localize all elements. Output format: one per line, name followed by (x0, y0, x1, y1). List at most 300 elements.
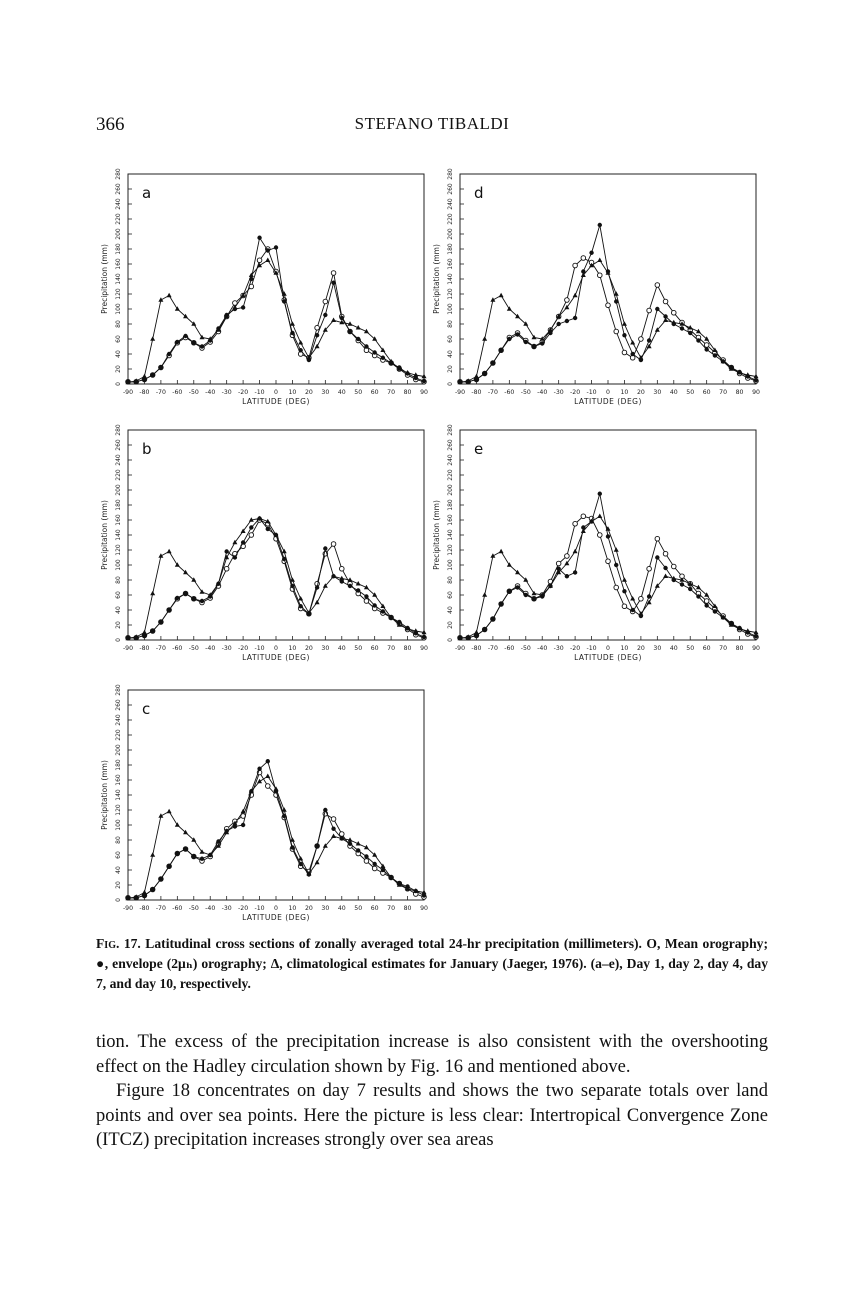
x-tick-label: 70 (719, 389, 728, 396)
data-point-filled-circle (713, 609, 717, 613)
x-tick-label: -70 (155, 645, 166, 652)
y-tick-label: 140 (447, 529, 454, 541)
y-tick-label: 160 (447, 514, 454, 526)
x-tick-label: 80 (403, 645, 412, 652)
y-tick-label: 260 (447, 439, 454, 451)
y-tick-label: 220 (115, 213, 122, 225)
data-point-open-circle (704, 599, 709, 604)
y-tick-label: 240 (115, 714, 122, 726)
data-point-open-circle (581, 256, 586, 261)
x-tick-label: -20 (238, 645, 249, 652)
y-axis-label: Precipitation (mm) (432, 244, 441, 314)
y-tick-label: 100 (115, 819, 122, 831)
data-point-filled-circle (573, 570, 577, 574)
data-point-filled-circle (175, 340, 179, 344)
x-tick-label: -60 (172, 645, 183, 652)
data-point-filled-circle (315, 333, 319, 337)
x-tick-label: -50 (188, 389, 199, 396)
data-point-triangle (474, 630, 479, 635)
data-point-filled-circle (606, 534, 610, 538)
data-point-open-circle (556, 561, 561, 566)
y-tick-label: 140 (115, 273, 122, 285)
data-point-open-circle (622, 350, 627, 355)
y-tick-label: 40 (115, 350, 122, 358)
page-header (96, 114, 768, 138)
data-point-filled-circle (175, 851, 179, 855)
x-tick-label: -90 (122, 905, 134, 912)
y-tick-label: 180 (447, 243, 454, 255)
data-point-triangle (298, 596, 303, 601)
figure-panel-e (430, 420, 770, 675)
data-point-filled-circle (515, 332, 519, 336)
data-point-filled-circle (532, 344, 536, 348)
y-tick-label: 200 (115, 744, 122, 756)
y-tick-label: 140 (115, 789, 122, 801)
y-tick-label: 260 (115, 439, 122, 451)
data-point-filled-circle (356, 337, 360, 341)
x-tick-label: -40 (537, 389, 548, 396)
x-tick-label: 20 (304, 905, 313, 912)
x-tick-label: -30 (221, 645, 232, 652)
data-point-open-circle (364, 859, 369, 864)
data-point-open-circle (614, 329, 619, 334)
data-point-filled-circle (150, 887, 154, 891)
data-point-filled-circle (167, 864, 171, 868)
y-tick-label: 80 (115, 320, 122, 328)
y-tick-label: 180 (447, 499, 454, 511)
data-point-open-circle (331, 271, 336, 276)
data-point-open-circle (647, 308, 652, 313)
data-point-filled-circle (696, 594, 700, 598)
paragraph: tion. The excess of the precipitation increase is also consistent with the overshooting effect on the Hadley circulation shown by Fig. 16 and mentioned above. (96, 1032, 768, 1077)
data-point-open-circle (597, 533, 602, 538)
series-line (128, 238, 424, 382)
data-point-filled-circle (630, 352, 634, 356)
y-tick-label: 0 (115, 382, 122, 386)
y-tick-label: 240 (115, 454, 122, 466)
data-point-triangle (482, 336, 487, 341)
y-tick-label: 180 (115, 759, 122, 771)
panel-letter: b (142, 440, 152, 458)
series-line (460, 258, 756, 382)
data-point-filled-circle (622, 589, 626, 593)
data-point-triangle (257, 779, 262, 784)
data-point-filled-circle (323, 808, 327, 812)
y-tick-label: 120 (447, 288, 454, 300)
data-point-open-circle (622, 604, 627, 609)
figure-panel-a (98, 164, 438, 419)
x-tick-label: -40 (537, 645, 548, 652)
y-tick-label: 120 (115, 288, 122, 300)
data-point-triangle (573, 549, 578, 554)
x-tick-label: -50 (520, 389, 531, 396)
data-point-filled-circle (688, 587, 692, 591)
panel-letter: e (474, 440, 484, 458)
data-point-triangle (499, 293, 504, 298)
x-tick-label: 20 (636, 645, 645, 652)
y-tick-label: 80 (115, 836, 122, 844)
figure-panel-d (430, 164, 770, 419)
panel-e-chart (430, 420, 770, 675)
x-tick-label: -10 (586, 389, 597, 396)
data-point-filled-circle (200, 599, 204, 603)
data-point-filled-circle (381, 356, 385, 360)
x-tick-label: 50 (686, 389, 695, 396)
data-point-triangle (597, 257, 602, 262)
x-tick-label: -70 (487, 389, 498, 396)
data-point-filled-circle (565, 319, 569, 323)
data-point-filled-circle (298, 348, 302, 352)
figure-label: Fig. 17. (96, 936, 141, 951)
data-point-filled-circle (233, 555, 237, 559)
y-tick-label: 60 (447, 335, 454, 343)
y-tick-label: 60 (447, 591, 454, 599)
data-point-filled-circle (655, 307, 659, 311)
data-point-filled-circle (364, 594, 368, 598)
data-point-filled-circle (167, 352, 171, 356)
x-tick-label: -80 (139, 645, 150, 652)
data-point-triangle (142, 374, 147, 379)
data-point-open-circle (315, 325, 320, 330)
x-tick-label: 20 (304, 645, 313, 652)
data-point-filled-circle (274, 245, 278, 249)
data-point-filled-circle (323, 313, 327, 317)
data-point-triangle (265, 257, 270, 262)
y-tick-label: 280 (447, 424, 454, 436)
data-point-filled-circle (565, 574, 569, 578)
x-tick-label: 40 (669, 645, 678, 652)
data-point-filled-circle (331, 827, 335, 831)
data-point-triangle (142, 630, 147, 635)
data-point-triangle (474, 374, 479, 379)
data-point-triangle (315, 344, 320, 349)
y-tick-label: 100 (115, 559, 122, 571)
data-point-open-circle (704, 343, 709, 348)
data-point-open-circle (639, 337, 644, 342)
data-point-open-circle (663, 299, 668, 304)
y-tick-label: 220 (447, 469, 454, 481)
data-point-triangle (630, 596, 635, 601)
y-tick-label: 280 (115, 424, 122, 436)
data-point-filled-circle (663, 566, 667, 570)
data-point-filled-circle (364, 854, 368, 858)
data-point-filled-circle (315, 844, 319, 848)
data-point-open-circle (663, 551, 668, 556)
x-tick-label: -20 (238, 905, 249, 912)
data-point-filled-circle (159, 620, 163, 624)
data-point-filled-circle (422, 379, 426, 383)
data-point-filled-circle (622, 333, 626, 337)
y-tick-label: 80 (447, 320, 454, 328)
data-point-open-circle (581, 514, 586, 519)
data-point-filled-circle (372, 862, 376, 866)
data-point-filled-circle (298, 604, 302, 608)
data-point-filled-circle (183, 847, 187, 851)
data-point-filled-circle (491, 361, 495, 365)
data-point-filled-circle (754, 634, 758, 638)
data-point-filled-circle (507, 589, 511, 593)
data-point-filled-circle (290, 845, 294, 849)
x-tick-label: 10 (288, 645, 297, 652)
data-point-filled-circle (348, 329, 352, 333)
x-tick-label: 50 (354, 389, 363, 396)
data-point-triangle (331, 833, 336, 838)
data-point-open-circle (565, 298, 570, 303)
y-tick-label: 280 (115, 168, 122, 180)
data-point-filled-circle (192, 854, 196, 858)
y-tick-label: 200 (115, 484, 122, 496)
data-point-filled-circle (241, 540, 245, 544)
x-tick-label: -20 (570, 389, 581, 396)
y-axis-label: Precipitation (mm) (100, 760, 109, 830)
data-point-filled-circle (422, 635, 426, 639)
y-tick-label: 60 (115, 851, 122, 859)
data-point-triangle (614, 547, 619, 552)
data-point-open-circle (257, 258, 262, 263)
y-tick-label: 40 (115, 866, 122, 874)
x-tick-label: -90 (454, 645, 466, 652)
y-tick-label: 240 (447, 198, 454, 210)
data-point-open-circle (224, 566, 229, 571)
panel-letter: c (142, 700, 151, 718)
data-point-filled-circle (323, 546, 327, 550)
data-point-filled-circle (348, 842, 352, 846)
data-point-filled-circle (589, 251, 593, 255)
data-point-filled-circle (159, 877, 163, 881)
data-point-open-circle (339, 832, 344, 837)
data-point-filled-circle (167, 608, 171, 612)
y-tick-label: 220 (447, 213, 454, 225)
data-point-triangle (499, 549, 504, 554)
plot-frame (128, 174, 424, 384)
x-tick-label: -90 (454, 389, 466, 396)
x-tick-label: -40 (205, 645, 216, 652)
x-axis-label: LATITUDE (DEG) (242, 653, 310, 662)
data-point-filled-circle (647, 338, 651, 342)
x-tick-label: 40 (337, 905, 346, 912)
y-tick-label: 240 (115, 198, 122, 210)
data-point-filled-circle (331, 281, 335, 285)
data-point-open-circle (573, 263, 578, 268)
x-tick-label: 90 (420, 389, 428, 396)
data-point-filled-circle (499, 602, 503, 606)
data-point-open-circle (639, 596, 644, 601)
x-tick-label: 50 (354, 645, 363, 652)
panel-a-chart (98, 164, 438, 419)
x-tick-label: 60 (370, 905, 379, 912)
data-point-filled-circle (647, 594, 651, 598)
y-tick-label: 0 (447, 638, 454, 642)
figure-panel-b (98, 420, 438, 675)
data-point-open-circle (339, 566, 344, 571)
data-point-open-circle (265, 784, 270, 789)
y-tick-label: 200 (447, 484, 454, 496)
x-tick-label: -50 (520, 645, 531, 652)
x-tick-label: 60 (702, 645, 711, 652)
y-tick-label: 60 (115, 335, 122, 343)
x-tick-label: -30 (221, 905, 232, 912)
x-tick-label: 30 (321, 389, 330, 396)
x-tick-label: -80 (471, 645, 482, 652)
figure-caption-text: Latitudinal cross sections of zonally averaged total 24-hr precipitation (millimeters). O, Mean orography; ●, envelope (2μₕ) orography; Δ, climatological estimates for January (Jaeger, 1976). (a–e), Day 1, day 2, day 4, day 7, and day 10, respectively. (96, 936, 768, 991)
data-point-open-circle (655, 536, 660, 541)
data-point-open-circle (372, 866, 377, 871)
x-tick-label: -40 (205, 389, 216, 396)
x-tick-label: 80 (735, 645, 744, 652)
x-tick-label: 70 (387, 645, 396, 652)
panel-letter: a (142, 184, 152, 202)
figure-panel-c (98, 680, 438, 935)
x-tick-label: 40 (669, 389, 678, 396)
data-point-filled-circle (249, 525, 253, 529)
y-tick-label: 20 (447, 365, 454, 373)
y-axis-label: Precipitation (mm) (100, 500, 109, 570)
y-tick-label: 140 (447, 273, 454, 285)
data-point-open-circle (364, 599, 369, 604)
data-point-filled-circle (159, 365, 163, 369)
x-axis-label: LATITUDE (DEG) (574, 397, 642, 406)
x-tick-label: 50 (686, 645, 695, 652)
x-tick-label: -30 (221, 389, 232, 396)
x-tick-label: -70 (487, 645, 498, 652)
data-point-filled-circle (680, 582, 684, 586)
x-tick-label: -50 (188, 905, 199, 912)
data-point-filled-circle (524, 593, 528, 597)
data-point-triangle (630, 340, 635, 345)
x-tick-label: -10 (254, 389, 265, 396)
data-point-filled-circle (655, 555, 659, 559)
data-point-filled-circle (356, 588, 360, 592)
data-point-open-circle (671, 564, 676, 569)
data-point-filled-circle (200, 857, 204, 861)
y-tick-label: 40 (447, 606, 454, 614)
data-point-filled-circle (150, 629, 154, 633)
data-point-triangle (150, 591, 155, 596)
data-point-filled-circle (704, 347, 708, 351)
data-point-open-circle (573, 521, 578, 526)
y-tick-label: 40 (447, 350, 454, 358)
y-tick-label: 40 (115, 606, 122, 614)
paragraph: Figure 18 concentrates on day 7 results and shows the two separate totals over land points and over sea points. Here the picture is less clear: Intertropical Convergence Zone (ITCZ) precipitation increases strongly over sea areas (96, 1081, 768, 1151)
page-number: 366 (96, 114, 125, 135)
data-point-open-circle (655, 283, 660, 288)
panel-c-chart (98, 680, 438, 935)
y-tick-label: 260 (115, 183, 122, 195)
data-point-filled-circle (340, 316, 344, 320)
y-axis-label: Precipitation (mm) (432, 500, 441, 570)
data-point-filled-circle (688, 331, 692, 335)
data-point-open-circle (671, 310, 676, 315)
y-tick-label: 220 (115, 469, 122, 481)
x-tick-label: -10 (254, 645, 265, 652)
data-point-filled-circle (257, 236, 261, 240)
x-tick-label: -70 (155, 389, 166, 396)
data-point-filled-circle (266, 527, 270, 531)
data-point-triangle (150, 336, 155, 341)
y-tick-label: 180 (115, 243, 122, 255)
x-tick-label: -80 (139, 905, 150, 912)
data-point-filled-circle (630, 608, 634, 612)
x-tick-label: 60 (702, 389, 711, 396)
x-tick-label: 10 (620, 645, 629, 652)
x-tick-label: -80 (139, 389, 150, 396)
data-point-filled-circle (680, 326, 684, 330)
data-point-triangle (315, 600, 320, 605)
data-point-filled-circle (200, 344, 204, 348)
y-tick-label: 180 (115, 499, 122, 511)
figure-caption (96, 934, 768, 994)
data-point-filled-circle (257, 767, 261, 771)
data-point-filled-circle (573, 316, 577, 320)
data-point-filled-circle (192, 597, 196, 601)
x-tick-label: 80 (403, 389, 412, 396)
data-point-triangle (142, 890, 147, 895)
x-tick-label: -90 (122, 645, 134, 652)
data-point-filled-circle (482, 371, 486, 375)
x-tick-label: 90 (752, 645, 760, 652)
data-point-triangle (482, 592, 487, 597)
x-tick-label: 0 (274, 645, 278, 652)
x-tick-label: -10 (586, 645, 597, 652)
x-tick-label: 30 (653, 645, 662, 652)
data-point-filled-circle (183, 334, 187, 338)
x-axis-label: LATITUDE (DEG) (242, 397, 310, 406)
data-point-open-circle (331, 542, 336, 547)
data-point-filled-circle (364, 344, 368, 348)
data-point-filled-circle (515, 585, 519, 589)
data-point-filled-circle (524, 340, 528, 344)
y-tick-label: 20 (447, 621, 454, 629)
x-tick-label: 90 (752, 389, 760, 396)
data-point-open-circle (597, 273, 602, 278)
x-tick-label: -60 (172, 905, 183, 912)
data-point-filled-circle (315, 585, 319, 589)
data-point-filled-circle (532, 597, 536, 601)
panel-letter: d (474, 184, 484, 202)
data-point-open-circle (614, 585, 619, 590)
data-point-open-circle (606, 559, 611, 564)
data-point-filled-circle (507, 337, 511, 341)
x-tick-label: 0 (274, 389, 278, 396)
y-tick-label: 120 (447, 544, 454, 556)
x-tick-label: -60 (504, 389, 515, 396)
data-point-open-circle (331, 817, 336, 822)
series-line (128, 761, 424, 898)
x-axis-label: LATITUDE (DEG) (574, 653, 642, 662)
data-point-triangle (167, 293, 172, 298)
data-point-triangle (663, 573, 668, 578)
data-point-open-circle (323, 299, 328, 304)
data-point-filled-circle (372, 603, 376, 607)
x-tick-label: -60 (504, 645, 515, 652)
data-point-filled-circle (598, 492, 602, 496)
data-point-triangle (315, 860, 320, 865)
data-point-open-circle (565, 554, 570, 559)
y-tick-label: 220 (115, 729, 122, 741)
data-point-open-circle (249, 533, 254, 538)
data-point-triangle (298, 340, 303, 345)
y-tick-label: 0 (115, 638, 122, 642)
data-point-triangle (167, 549, 172, 554)
x-tick-label: -30 (553, 389, 564, 396)
data-point-filled-circle (348, 584, 352, 588)
y-tick-label: 260 (447, 183, 454, 195)
y-tick-label: 20 (115, 365, 122, 373)
data-point-triangle (150, 852, 155, 857)
panel-b-chart (98, 420, 438, 675)
data-point-filled-circle (491, 617, 495, 621)
data-point-filled-circle (372, 350, 376, 354)
